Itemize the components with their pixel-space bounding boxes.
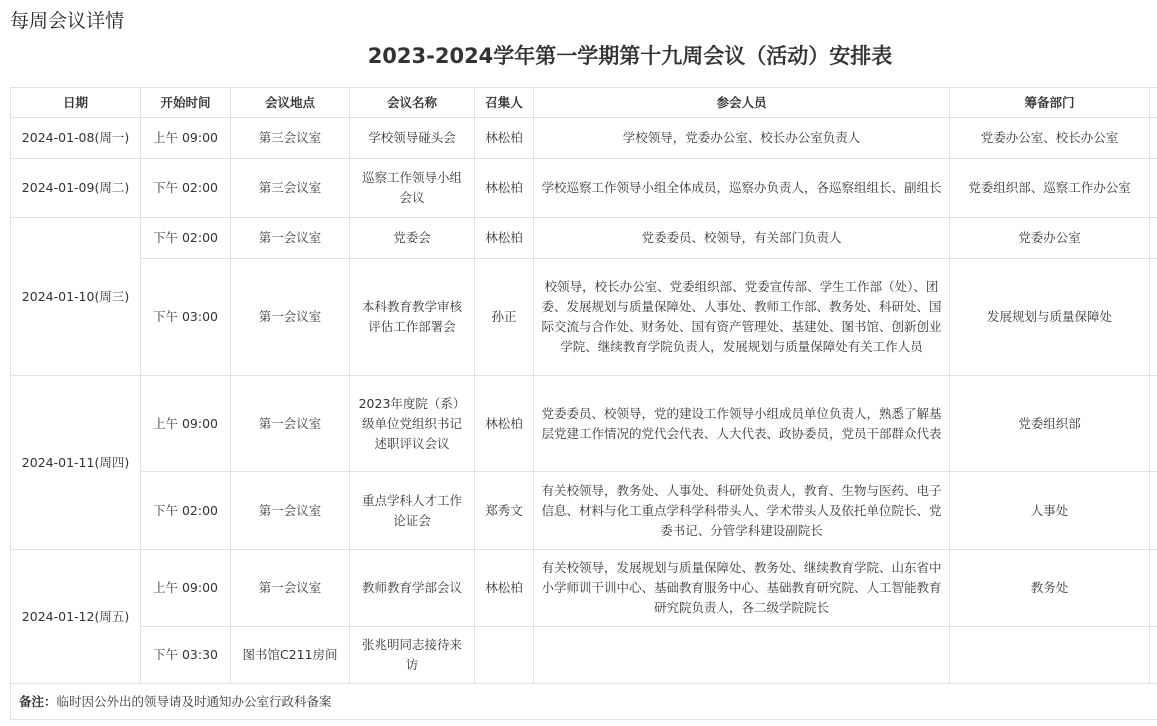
time-cell: 下午 03:30 bbox=[141, 627, 231, 684]
department-cell: 党委组织部、巡察工作办公室 bbox=[950, 159, 1150, 218]
convener-cell: 林松柏 bbox=[475, 218, 534, 259]
column-header-extra bbox=[1150, 88, 1157, 118]
table-row bbox=[11, 118, 1157, 159]
table-row bbox=[11, 259, 1157, 376]
table-row bbox=[11, 550, 1157, 627]
location-cell: 第一会议室 bbox=[231, 472, 350, 550]
table-row bbox=[11, 472, 1157, 550]
date-cell: 2024-01-08(周一) bbox=[11, 118, 141, 159]
location-cell: 第一会议室 bbox=[231, 259, 350, 376]
date-cell: 2024-01-12(周五) bbox=[11, 550, 141, 684]
extra-cell bbox=[1150, 259, 1157, 376]
extra-cell bbox=[1150, 472, 1157, 550]
location-cell: 图书馆C211房间 bbox=[231, 627, 350, 684]
convener-cell: 林松柏 bbox=[475, 550, 534, 627]
schedule-table bbox=[10, 87, 1157, 720]
meeting-name-cell: 党委会 bbox=[350, 218, 475, 259]
date-cell: 2024-01-11(周四) bbox=[11, 376, 141, 550]
date-cell: 2024-01-10(周三) bbox=[11, 218, 141, 376]
location-cell: 第一会议室 bbox=[231, 376, 350, 472]
column-header-start-time: 开始时间 bbox=[141, 88, 231, 118]
time-cell: 下午 02:00 bbox=[141, 159, 231, 218]
page-header: 每周会议详情 bbox=[10, 10, 125, 32]
time-cell: 上午 09:00 bbox=[141, 550, 231, 627]
attendees-cell: 有关校领导，教务处、人事处、科研处负责人，教育、生物与医药、电子信息、材料与化工重点学科学科带头人、学术带头人及依托单位院长、党委书记、分管学科建设副院长 bbox=[534, 472, 950, 550]
department-cell bbox=[950, 627, 1150, 684]
location-cell: 第一会议室 bbox=[231, 218, 350, 259]
attendees-cell: 校领导，校长办公室、党委组织部、党委宣传部、学生工作部（处）、团委、发展规划与质量保障处、人事处、教师工作部、教务处、科研处、国际交流与合作处、财务处、国有资产管理处、基建处、图书馆、创新创业学院、继续教育学院负责人，发展规划与质量保障处有关工作人员 bbox=[534, 259, 950, 376]
column-header-meeting-name: 会议名称 bbox=[350, 88, 475, 118]
column-header-convener: 召集人 bbox=[475, 88, 534, 118]
page-title: 2023-2024学年第一学期第十九周会议（活动）安排表 bbox=[367, 44, 893, 68]
location-cell: 第三会议室 bbox=[231, 118, 350, 159]
attendees-cell: 党委委员、校领导，党的建设工作领导小组成员单位负责人，熟悉了解基层党建工作情况的党代会代表、人大代表、政协委员，党员干部群众代表 bbox=[534, 376, 950, 472]
date-cell: 2024-01-09(周二) bbox=[11, 159, 141, 218]
column-header-location: 会议地点 bbox=[231, 88, 350, 118]
meeting-name-cell: 张兆明同志接待来访 bbox=[350, 627, 475, 684]
attendees-cell: 党委委员、校领导，有关部门负责人 bbox=[534, 218, 950, 259]
column-header-attendees: 参会人员 bbox=[534, 88, 950, 118]
convener-cell: 孙正 bbox=[475, 259, 534, 376]
meeting-name-cell: 学校领导碰头会 bbox=[350, 118, 475, 159]
extra-cell bbox=[1150, 218, 1157, 259]
meeting-name-cell: 巡察工作领导小组会议 bbox=[350, 159, 475, 218]
location-cell: 第三会议室 bbox=[231, 159, 350, 218]
schedule-table-container[interactable] bbox=[10, 87, 1157, 726]
convener-cell: 林松柏 bbox=[475, 159, 534, 218]
note-row bbox=[11, 684, 1157, 720]
meeting-name-cell: 本科教育教学审核评估工作部署会 bbox=[350, 259, 475, 376]
convener-cell: 郑秀文 bbox=[475, 472, 534, 550]
extra-cell bbox=[1150, 118, 1157, 159]
column-header-date: 日期 bbox=[11, 88, 141, 118]
table-row bbox=[11, 159, 1157, 218]
attendees-cell bbox=[534, 627, 950, 684]
convener-cell: 林松柏 bbox=[475, 118, 534, 159]
department-cell: 教务处 bbox=[950, 550, 1150, 627]
convener-cell: 林松柏 bbox=[475, 376, 534, 472]
table-row bbox=[11, 627, 1157, 684]
convener-cell bbox=[475, 627, 534, 684]
table-header-row bbox=[11, 88, 1157, 118]
table-row bbox=[11, 376, 1157, 472]
extra-cell bbox=[1150, 376, 1157, 472]
department-cell: 党委办公室、校长办公室 bbox=[950, 118, 1150, 159]
department-cell: 发展规划与质量保障处 bbox=[950, 259, 1150, 376]
time-cell: 上午 09:00 bbox=[141, 376, 231, 472]
meeting-name-cell: 2023年度院（系）级单位党组织书记述职评议会议 bbox=[350, 376, 475, 472]
extra-cell bbox=[1150, 627, 1157, 684]
note-cell bbox=[11, 684, 1157, 720]
department-cell: 人事处 bbox=[950, 472, 1150, 550]
column-header-department: 筹备部门 bbox=[950, 88, 1150, 118]
meeting-name-cell: 重点学科人才工作论证会 bbox=[350, 472, 475, 550]
location-cell: 第一会议室 bbox=[231, 550, 350, 627]
extra-cell bbox=[1150, 550, 1157, 627]
department-cell: 党委组织部 bbox=[950, 376, 1150, 472]
attendees-cell: 学校巡察工作领导小组全体成员，巡察办负责人，各巡察组组长、副组长 bbox=[534, 159, 950, 218]
time-cell: 上午 09:00 bbox=[141, 118, 231, 159]
table-row bbox=[11, 218, 1157, 259]
department-cell: 党委办公室 bbox=[950, 218, 1150, 259]
time-cell: 下午 02:00 bbox=[141, 472, 231, 550]
attendees-cell: 有关校领导，发展规划与质量保障处、教务处、继续教育学院、山东省中小学师训干训中心、基础教育服务中心、基础教育研究院、人工智能教育研究院负责人，各二级学院院长 bbox=[534, 550, 950, 627]
note-label: 备注： bbox=[19, 693, 57, 709]
meeting-name-cell: 教师教育学部会议 bbox=[350, 550, 475, 627]
extra-cell bbox=[1150, 159, 1157, 218]
time-cell: 下午 02:00 bbox=[141, 218, 231, 259]
time-cell: 下午 03:00 bbox=[141, 259, 231, 376]
attendees-cell: 学校领导，党委办公室、校长办公室负责人 bbox=[534, 118, 950, 159]
note-text: 临时因公外出的领导请及时通知办公室行政科备案 bbox=[56, 693, 332, 709]
